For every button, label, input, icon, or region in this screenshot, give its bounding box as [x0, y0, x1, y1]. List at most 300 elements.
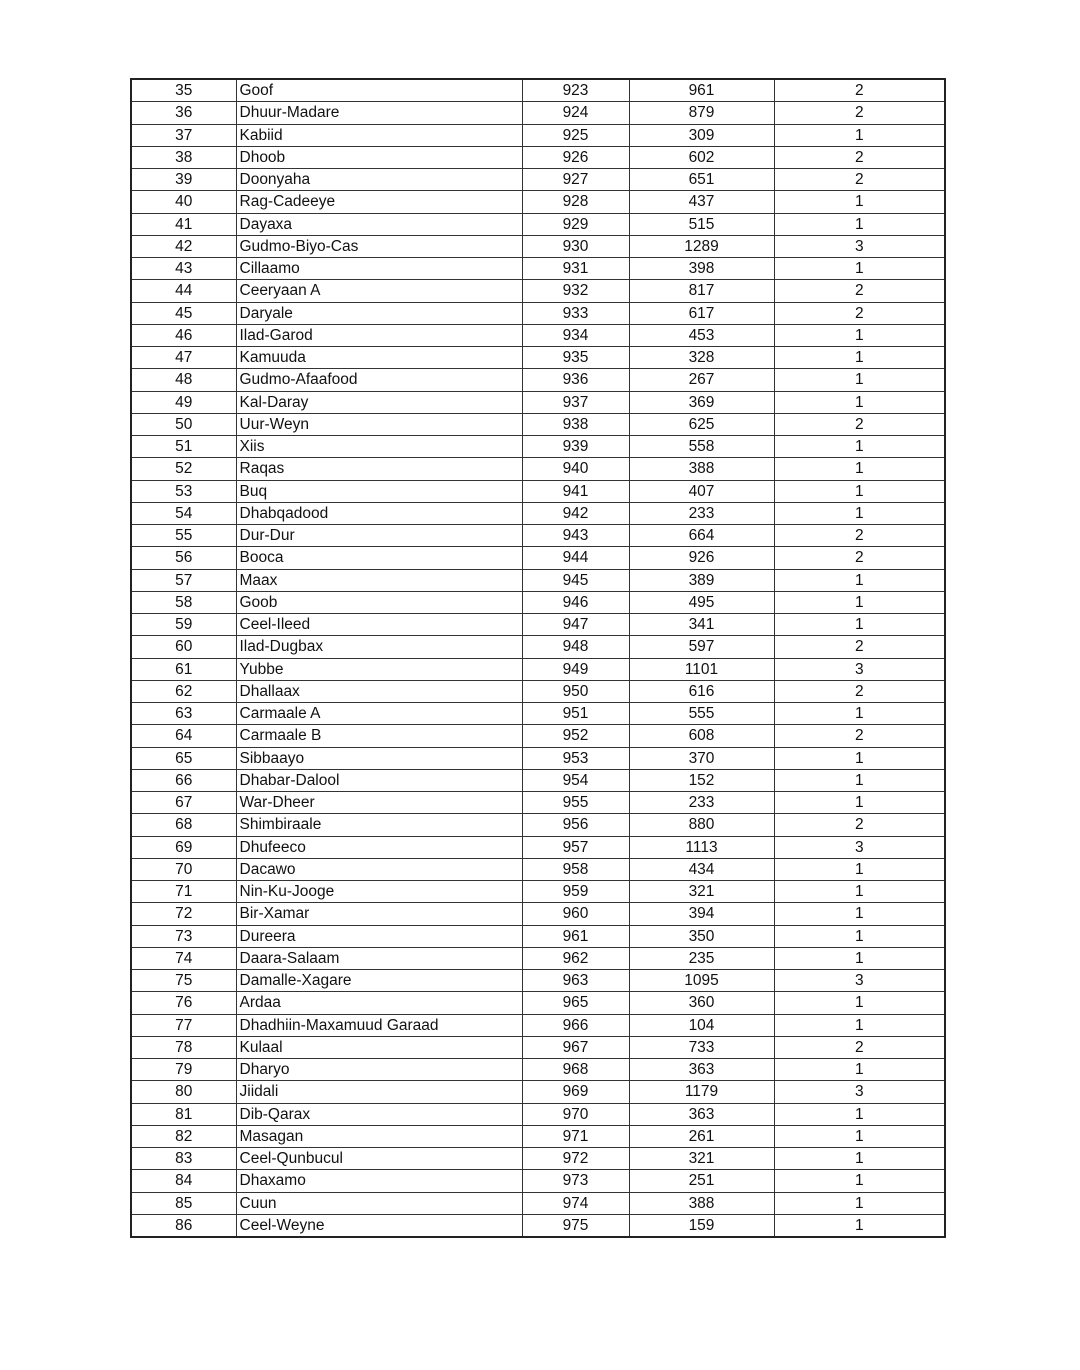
- row-number-cell: 39: [131, 169, 236, 191]
- location-name-cell: Gudmo-Biyo-Cas: [236, 235, 522, 257]
- code-cell: 970: [522, 1103, 629, 1125]
- value-cell: 235: [629, 947, 774, 969]
- value-cell: 1095: [629, 970, 774, 992]
- location-name-cell: Gudmo-Afaafood: [236, 369, 522, 391]
- category-cell: 1: [774, 480, 945, 502]
- row-number-cell: 59: [131, 614, 236, 636]
- code-cell: 973: [522, 1170, 629, 1192]
- value-cell: 495: [629, 591, 774, 613]
- row-number-cell: 84: [131, 1170, 236, 1192]
- row-number-cell: 66: [131, 769, 236, 791]
- table-row: [131, 614, 945, 636]
- table-row: [131, 769, 945, 791]
- table-row: [131, 1214, 945, 1237]
- table-row: [131, 1014, 945, 1036]
- row-number-cell: 79: [131, 1059, 236, 1081]
- table-row: [131, 79, 945, 102]
- location-name-cell: Daara-Salaam: [236, 947, 522, 969]
- category-cell: 2: [774, 302, 945, 324]
- value-cell: 350: [629, 925, 774, 947]
- table-row: [131, 302, 945, 324]
- value-cell: 267: [629, 369, 774, 391]
- row-number-cell: 77: [131, 1014, 236, 1036]
- value-cell: 817: [629, 280, 774, 302]
- code-cell: 969: [522, 1081, 629, 1103]
- category-cell: 1: [774, 436, 945, 458]
- code-cell: 929: [522, 213, 629, 235]
- code-cell: 956: [522, 814, 629, 836]
- value-cell: 880: [629, 814, 774, 836]
- location-name-cell: Ilad-Garod: [236, 324, 522, 346]
- value-cell: 321: [629, 1148, 774, 1170]
- location-name-cell: Buq: [236, 480, 522, 502]
- location-name-cell: Booca: [236, 547, 522, 569]
- category-cell: 2: [774, 525, 945, 547]
- row-number-cell: 55: [131, 525, 236, 547]
- row-number-cell: 38: [131, 146, 236, 168]
- code-cell: 936: [522, 369, 629, 391]
- location-name-cell: Carmaale A: [236, 703, 522, 725]
- location-name-cell: War-Dheer: [236, 792, 522, 814]
- code-cell: 943: [522, 525, 629, 547]
- table-row: [131, 1103, 945, 1125]
- code-cell: 974: [522, 1192, 629, 1214]
- table-row: [131, 191, 945, 213]
- location-name-cell: Masagan: [236, 1125, 522, 1147]
- table-row: [131, 458, 945, 480]
- row-number-cell: 36: [131, 102, 236, 124]
- value-cell: 651: [629, 169, 774, 191]
- row-number-cell: 80: [131, 1081, 236, 1103]
- table-row: [131, 792, 945, 814]
- location-name-cell: Dhuur-Madare: [236, 102, 522, 124]
- location-name-cell: Ceel-Ileed: [236, 614, 522, 636]
- row-number-cell: 82: [131, 1125, 236, 1147]
- table-row: [131, 947, 945, 969]
- table-row: [131, 814, 945, 836]
- category-cell: 2: [774, 725, 945, 747]
- category-cell: 1: [774, 124, 945, 146]
- category-cell: 1: [774, 213, 945, 235]
- value-cell: 233: [629, 502, 774, 524]
- row-number-cell: 70: [131, 858, 236, 880]
- category-cell: 1: [774, 769, 945, 791]
- location-name-cell: Dhadhiin-Maxamuud Garaad: [236, 1014, 522, 1036]
- category-cell: 1: [774, 591, 945, 613]
- value-cell: 616: [629, 680, 774, 702]
- category-cell: 1: [774, 1214, 945, 1237]
- category-cell: 1: [774, 1059, 945, 1081]
- row-number-cell: 50: [131, 413, 236, 435]
- code-cell: 932: [522, 280, 629, 302]
- table-row: [131, 1148, 945, 1170]
- location-name-cell: Damalle-Xagare: [236, 970, 522, 992]
- category-cell: 2: [774, 413, 945, 435]
- location-name-cell: Nin-Ku-Jooge: [236, 881, 522, 903]
- code-cell: 947: [522, 614, 629, 636]
- category-cell: 3: [774, 836, 945, 858]
- row-number-cell: 71: [131, 881, 236, 903]
- value-cell: 1289: [629, 235, 774, 257]
- category-cell: 1: [774, 347, 945, 369]
- table-row: [131, 658, 945, 680]
- location-name-cell: Dur-Dur: [236, 525, 522, 547]
- category-cell: 3: [774, 1081, 945, 1103]
- location-name-cell: Dhabqadood: [236, 502, 522, 524]
- code-cell: 924: [522, 102, 629, 124]
- location-name-cell: Ilad-Dugbax: [236, 636, 522, 658]
- code-cell: 948: [522, 636, 629, 658]
- value-cell: 961: [629, 79, 774, 102]
- table-row: [131, 1036, 945, 1058]
- category-cell: 1: [774, 569, 945, 591]
- location-name-cell: Dhoob: [236, 146, 522, 168]
- code-cell: 957: [522, 836, 629, 858]
- table-row: [131, 213, 945, 235]
- location-name-cell: Doonyaha: [236, 169, 522, 191]
- location-name-cell: Dhabar-Dalool: [236, 769, 522, 791]
- row-number-cell: 45: [131, 302, 236, 324]
- location-name-cell: Dayaxa: [236, 213, 522, 235]
- value-cell: 309: [629, 124, 774, 146]
- value-cell: 407: [629, 480, 774, 502]
- code-cell: 938: [522, 413, 629, 435]
- row-number-cell: 76: [131, 992, 236, 1014]
- table-row: [131, 502, 945, 524]
- location-name-cell: Dureera: [236, 925, 522, 947]
- category-cell: 2: [774, 102, 945, 124]
- category-cell: 2: [774, 79, 945, 102]
- row-number-cell: 68: [131, 814, 236, 836]
- category-cell: 2: [774, 280, 945, 302]
- code-cell: 946: [522, 591, 629, 613]
- category-cell: 2: [774, 814, 945, 836]
- value-cell: 389: [629, 569, 774, 591]
- value-cell: 926: [629, 547, 774, 569]
- location-name-cell: Dhallaax: [236, 680, 522, 702]
- category-cell: 1: [774, 903, 945, 925]
- table-row: [131, 970, 945, 992]
- value-cell: 104: [629, 1014, 774, 1036]
- location-name-cell: Dhufeeco: [236, 836, 522, 858]
- value-cell: 159: [629, 1214, 774, 1237]
- row-number-cell: 85: [131, 1192, 236, 1214]
- location-name-cell: Ardaa: [236, 992, 522, 1014]
- row-number-cell: 63: [131, 703, 236, 725]
- table-row: [131, 680, 945, 702]
- value-cell: 453: [629, 324, 774, 346]
- location-name-cell: Yubbe: [236, 658, 522, 680]
- category-cell: 1: [774, 792, 945, 814]
- table-row: [131, 1125, 945, 1147]
- location-name-cell: Maax: [236, 569, 522, 591]
- location-name-cell: Sibbaayo: [236, 747, 522, 769]
- table-row: [131, 858, 945, 880]
- location-name-cell: Raqas: [236, 458, 522, 480]
- row-number-cell: 43: [131, 258, 236, 280]
- table-row: [131, 725, 945, 747]
- code-cell: 925: [522, 124, 629, 146]
- row-number-cell: 72: [131, 903, 236, 925]
- category-cell: 3: [774, 970, 945, 992]
- row-number-cell: 78: [131, 1036, 236, 1058]
- table-row: [131, 436, 945, 458]
- category-cell: 1: [774, 258, 945, 280]
- table-row: [131, 324, 945, 346]
- table-row: [131, 1059, 945, 1081]
- value-cell: 617: [629, 302, 774, 324]
- row-number-cell: 41: [131, 213, 236, 235]
- table-row: [131, 547, 945, 569]
- category-cell: 1: [774, 1192, 945, 1214]
- data-table: [130, 78, 946, 1238]
- category-cell: 3: [774, 658, 945, 680]
- code-cell: 927: [522, 169, 629, 191]
- code-cell: 961: [522, 925, 629, 947]
- location-name-cell: Kamuuda: [236, 347, 522, 369]
- location-name-cell: Goof: [236, 79, 522, 102]
- code-cell: 953: [522, 747, 629, 769]
- code-cell: 959: [522, 881, 629, 903]
- table-row: [131, 747, 945, 769]
- code-cell: 955: [522, 792, 629, 814]
- row-number-cell: 73: [131, 925, 236, 947]
- category-cell: 2: [774, 1036, 945, 1058]
- code-cell: 954: [522, 769, 629, 791]
- code-cell: 967: [522, 1036, 629, 1058]
- category-cell: 1: [774, 858, 945, 880]
- location-name-cell: Daryale: [236, 302, 522, 324]
- table-row: [131, 636, 945, 658]
- value-cell: 625: [629, 413, 774, 435]
- location-name-cell: Dhaxamo: [236, 1170, 522, 1192]
- value-cell: 602: [629, 146, 774, 168]
- table-row: [131, 525, 945, 547]
- value-cell: 558: [629, 436, 774, 458]
- row-number-cell: 69: [131, 836, 236, 858]
- value-cell: 369: [629, 391, 774, 413]
- row-number-cell: 56: [131, 547, 236, 569]
- table-row: [131, 703, 945, 725]
- value-cell: 398: [629, 258, 774, 280]
- location-name-cell: Kulaal: [236, 1036, 522, 1058]
- code-cell: 930: [522, 235, 629, 257]
- row-number-cell: 53: [131, 480, 236, 502]
- row-number-cell: 46: [131, 324, 236, 346]
- row-number-cell: 52: [131, 458, 236, 480]
- location-name-cell: Kal-Daray: [236, 391, 522, 413]
- code-cell: 939: [522, 436, 629, 458]
- code-cell: 968: [522, 1059, 629, 1081]
- row-number-cell: 51: [131, 436, 236, 458]
- category-cell: 2: [774, 636, 945, 658]
- location-name-cell: Kabiid: [236, 124, 522, 146]
- value-cell: 515: [629, 213, 774, 235]
- code-cell: 944: [522, 547, 629, 569]
- location-name-cell: Shimbiraale: [236, 814, 522, 836]
- row-number-cell: 60: [131, 636, 236, 658]
- value-cell: 733: [629, 1036, 774, 1058]
- location-name-cell: Carmaale B: [236, 725, 522, 747]
- category-cell: 1: [774, 1125, 945, 1147]
- location-name-cell: Xiis: [236, 436, 522, 458]
- table-row: [131, 369, 945, 391]
- category-cell: 2: [774, 169, 945, 191]
- location-name-cell: Bir-Xamar: [236, 903, 522, 925]
- table-row: [131, 925, 945, 947]
- code-cell: 949: [522, 658, 629, 680]
- code-cell: 960: [522, 903, 629, 925]
- category-cell: 1: [774, 1103, 945, 1125]
- table-row: [131, 903, 945, 925]
- category-cell: 1: [774, 1014, 945, 1036]
- code-cell: 937: [522, 391, 629, 413]
- code-cell: 933: [522, 302, 629, 324]
- table-row: [131, 413, 945, 435]
- row-number-cell: 65: [131, 747, 236, 769]
- category-cell: 2: [774, 547, 945, 569]
- row-number-cell: 35: [131, 79, 236, 102]
- code-cell: 952: [522, 725, 629, 747]
- value-cell: 360: [629, 992, 774, 1014]
- value-cell: 394: [629, 903, 774, 925]
- value-cell: 261: [629, 1125, 774, 1147]
- table-row: [131, 124, 945, 146]
- row-number-cell: 75: [131, 970, 236, 992]
- location-name-cell: Rag-Cadeeye: [236, 191, 522, 213]
- value-cell: 251: [629, 1170, 774, 1192]
- location-name-cell: Goob: [236, 591, 522, 613]
- value-cell: 1101: [629, 658, 774, 680]
- location-name-cell: Cillaamo: [236, 258, 522, 280]
- value-cell: 1113: [629, 836, 774, 858]
- category-cell: 1: [774, 881, 945, 903]
- category-cell: 2: [774, 680, 945, 702]
- location-name-cell: Ceel-Weyne: [236, 1214, 522, 1237]
- row-number-cell: 54: [131, 502, 236, 524]
- category-cell: 1: [774, 925, 945, 947]
- value-cell: 664: [629, 525, 774, 547]
- location-name-cell: Dib-Qarax: [236, 1103, 522, 1125]
- row-number-cell: 58: [131, 591, 236, 613]
- row-number-cell: 47: [131, 347, 236, 369]
- row-number-cell: 37: [131, 124, 236, 146]
- category-cell: 1: [774, 614, 945, 636]
- row-number-cell: 67: [131, 792, 236, 814]
- value-cell: 388: [629, 458, 774, 480]
- value-cell: 341: [629, 614, 774, 636]
- table-row: [131, 569, 945, 591]
- value-cell: 597: [629, 636, 774, 658]
- location-name-cell: Uur-Weyn: [236, 413, 522, 435]
- category-cell: 1: [774, 1148, 945, 1170]
- value-cell: 437: [629, 191, 774, 213]
- value-cell: 363: [629, 1103, 774, 1125]
- category-cell: 1: [774, 747, 945, 769]
- row-number-cell: 86: [131, 1214, 236, 1237]
- code-cell: 923: [522, 79, 629, 102]
- table-body: [131, 79, 945, 1237]
- code-cell: 972: [522, 1148, 629, 1170]
- row-number-cell: 48: [131, 369, 236, 391]
- value-cell: 370: [629, 747, 774, 769]
- category-cell: 1: [774, 947, 945, 969]
- value-cell: 434: [629, 858, 774, 880]
- table-row: [131, 1170, 945, 1192]
- category-cell: 1: [774, 324, 945, 346]
- category-cell: 1: [774, 391, 945, 413]
- location-name-cell: Ceeryaan A: [236, 280, 522, 302]
- table-row: [131, 146, 945, 168]
- table-row: [131, 836, 945, 858]
- code-cell: 931: [522, 258, 629, 280]
- table-row: [131, 280, 945, 302]
- row-number-cell: 81: [131, 1103, 236, 1125]
- category-cell: 2: [774, 146, 945, 168]
- code-cell: 945: [522, 569, 629, 591]
- table-row: [131, 258, 945, 280]
- value-cell: 608: [629, 725, 774, 747]
- code-cell: 962: [522, 947, 629, 969]
- table-row: [131, 235, 945, 257]
- code-cell: 926: [522, 146, 629, 168]
- code-cell: 963: [522, 970, 629, 992]
- value-cell: 328: [629, 347, 774, 369]
- table-row: [131, 881, 945, 903]
- row-number-cell: 42: [131, 235, 236, 257]
- table-row: [131, 992, 945, 1014]
- category-cell: 1: [774, 191, 945, 213]
- table-row: [131, 591, 945, 613]
- value-cell: 555: [629, 703, 774, 725]
- table-row: [131, 1192, 945, 1214]
- row-number-cell: 49: [131, 391, 236, 413]
- location-name-cell: Dacawo: [236, 858, 522, 880]
- code-cell: 966: [522, 1014, 629, 1036]
- table-row: [131, 1081, 945, 1103]
- code-cell: 951: [522, 703, 629, 725]
- category-cell: 1: [774, 369, 945, 391]
- table-row: [131, 347, 945, 369]
- location-name-cell: Ceel-Qunbucul: [236, 1148, 522, 1170]
- code-cell: 975: [522, 1214, 629, 1237]
- location-name-cell: Dharyo: [236, 1059, 522, 1081]
- table-row: [131, 480, 945, 502]
- category-cell: 3: [774, 235, 945, 257]
- row-number-cell: 83: [131, 1148, 236, 1170]
- value-cell: 363: [629, 1059, 774, 1081]
- row-number-cell: 57: [131, 569, 236, 591]
- value-cell: 388: [629, 1192, 774, 1214]
- code-cell: 971: [522, 1125, 629, 1147]
- value-cell: 152: [629, 769, 774, 791]
- row-number-cell: 44: [131, 280, 236, 302]
- table-row: [131, 391, 945, 413]
- table-row: [131, 102, 945, 124]
- value-cell: 321: [629, 881, 774, 903]
- category-cell: 1: [774, 992, 945, 1014]
- code-cell: 941: [522, 480, 629, 502]
- row-number-cell: 40: [131, 191, 236, 213]
- code-cell: 935: [522, 347, 629, 369]
- value-cell: 879: [629, 102, 774, 124]
- category-cell: 1: [774, 703, 945, 725]
- row-number-cell: 61: [131, 658, 236, 680]
- table-row: [131, 169, 945, 191]
- code-cell: 934: [522, 324, 629, 346]
- row-number-cell: 74: [131, 947, 236, 969]
- category-cell: 1: [774, 1170, 945, 1192]
